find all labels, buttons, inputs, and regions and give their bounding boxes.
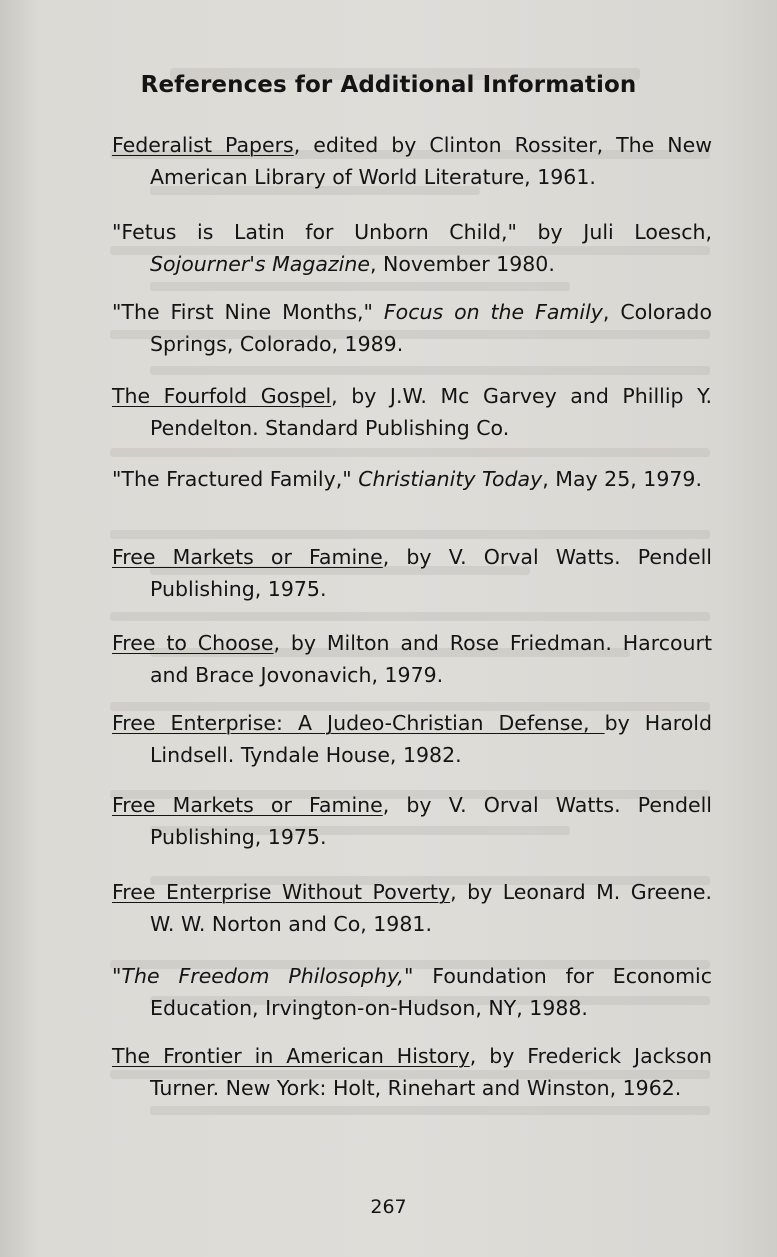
reference-article: "Fetus is Latin for Unborn Child," by Juli Loesch,: [112, 220, 712, 244]
reference-details: , May 25, 1979.: [542, 467, 702, 491]
reference-details: , by Frederick Jackson Turner. New York: Holt, Rinehart and Winston, 1962.: [150, 1044, 712, 1100]
reference-entry: [112, 789, 712, 853]
reference-title: Christianity Today: [358, 467, 543, 491]
reference-title: Free Enterprise Without Poverty: [112, 880, 451, 904]
reference-article: "The Fractured Family,": [112, 467, 359, 491]
reference-details: , by Milton and Rose Friedman. Harcourt and Brace Jovonavich, 1979.: [150, 631, 712, 687]
reference-entry: [112, 296, 712, 360]
reference-entry: [112, 216, 712, 280]
reference-entry: [112, 876, 712, 940]
reference-entry: [112, 541, 712, 605]
reference-title: The Frontier in American History: [112, 1044, 470, 1068]
reference-title: Free Markets or Famine: [112, 793, 383, 817]
reference-entry: [112, 129, 712, 193]
reference-details: , November 1980.: [369, 252, 555, 276]
reference-details: , by Leonard M. Greene. W. W. Norton and Co, 1981.: [150, 880, 712, 936]
reference-title: Focus on the Family: [383, 300, 603, 324]
reference-entry: [112, 707, 712, 771]
reference-title: Sojourner's Magazine: [150, 252, 370, 276]
reference-details: , by V. Orval Watts. Pendell Publishing, 1975.: [150, 545, 712, 601]
reference-entry: [112, 1040, 712, 1104]
reference-title: "The Freedom Philosophy,": [112, 964, 414, 988]
reference-title: Free Markets or Famine: [112, 545, 383, 569]
reference-details: , by V. Orval Watts. Pendell Publishing, 1975.: [150, 793, 712, 849]
reference-title: Federalist Papers: [112, 133, 294, 157]
reference-details: by Harold Lindsell. Tyndale House, 1982.: [150, 711, 712, 767]
reference-article: "The First Nine Months,": [112, 300, 384, 324]
reference-details: , by J.W. Mc Garvey and Phillip Y. Pendelton. Standard Publishing Co.: [150, 384, 712, 440]
reference-entry: [112, 463, 712, 495]
reference-entry: [112, 380, 712, 444]
reference-details: Foundation for Economic Education, Irvington-on-Hudson, NY, 1988.: [150, 964, 712, 1020]
reference-details: , edited by Clinton Rossiter, The New American Library of World Literature, 1961.: [150, 133, 712, 189]
page-number: 267: [370, 1196, 407, 1218]
reference-title: The Fourfold Gospel: [112, 384, 332, 408]
reference-details: , Colorado Springs, Colorado, 1989.: [150, 300, 712, 356]
reference-title: Free Enterprise: A Judeo-Christian Defense,: [112, 711, 605, 735]
reference-title: Free to Choose: [112, 631, 274, 655]
reference-entry: [112, 960, 712, 1024]
reference-entry: [112, 627, 712, 691]
page-title: References for Additional Information: [140, 72, 637, 98]
